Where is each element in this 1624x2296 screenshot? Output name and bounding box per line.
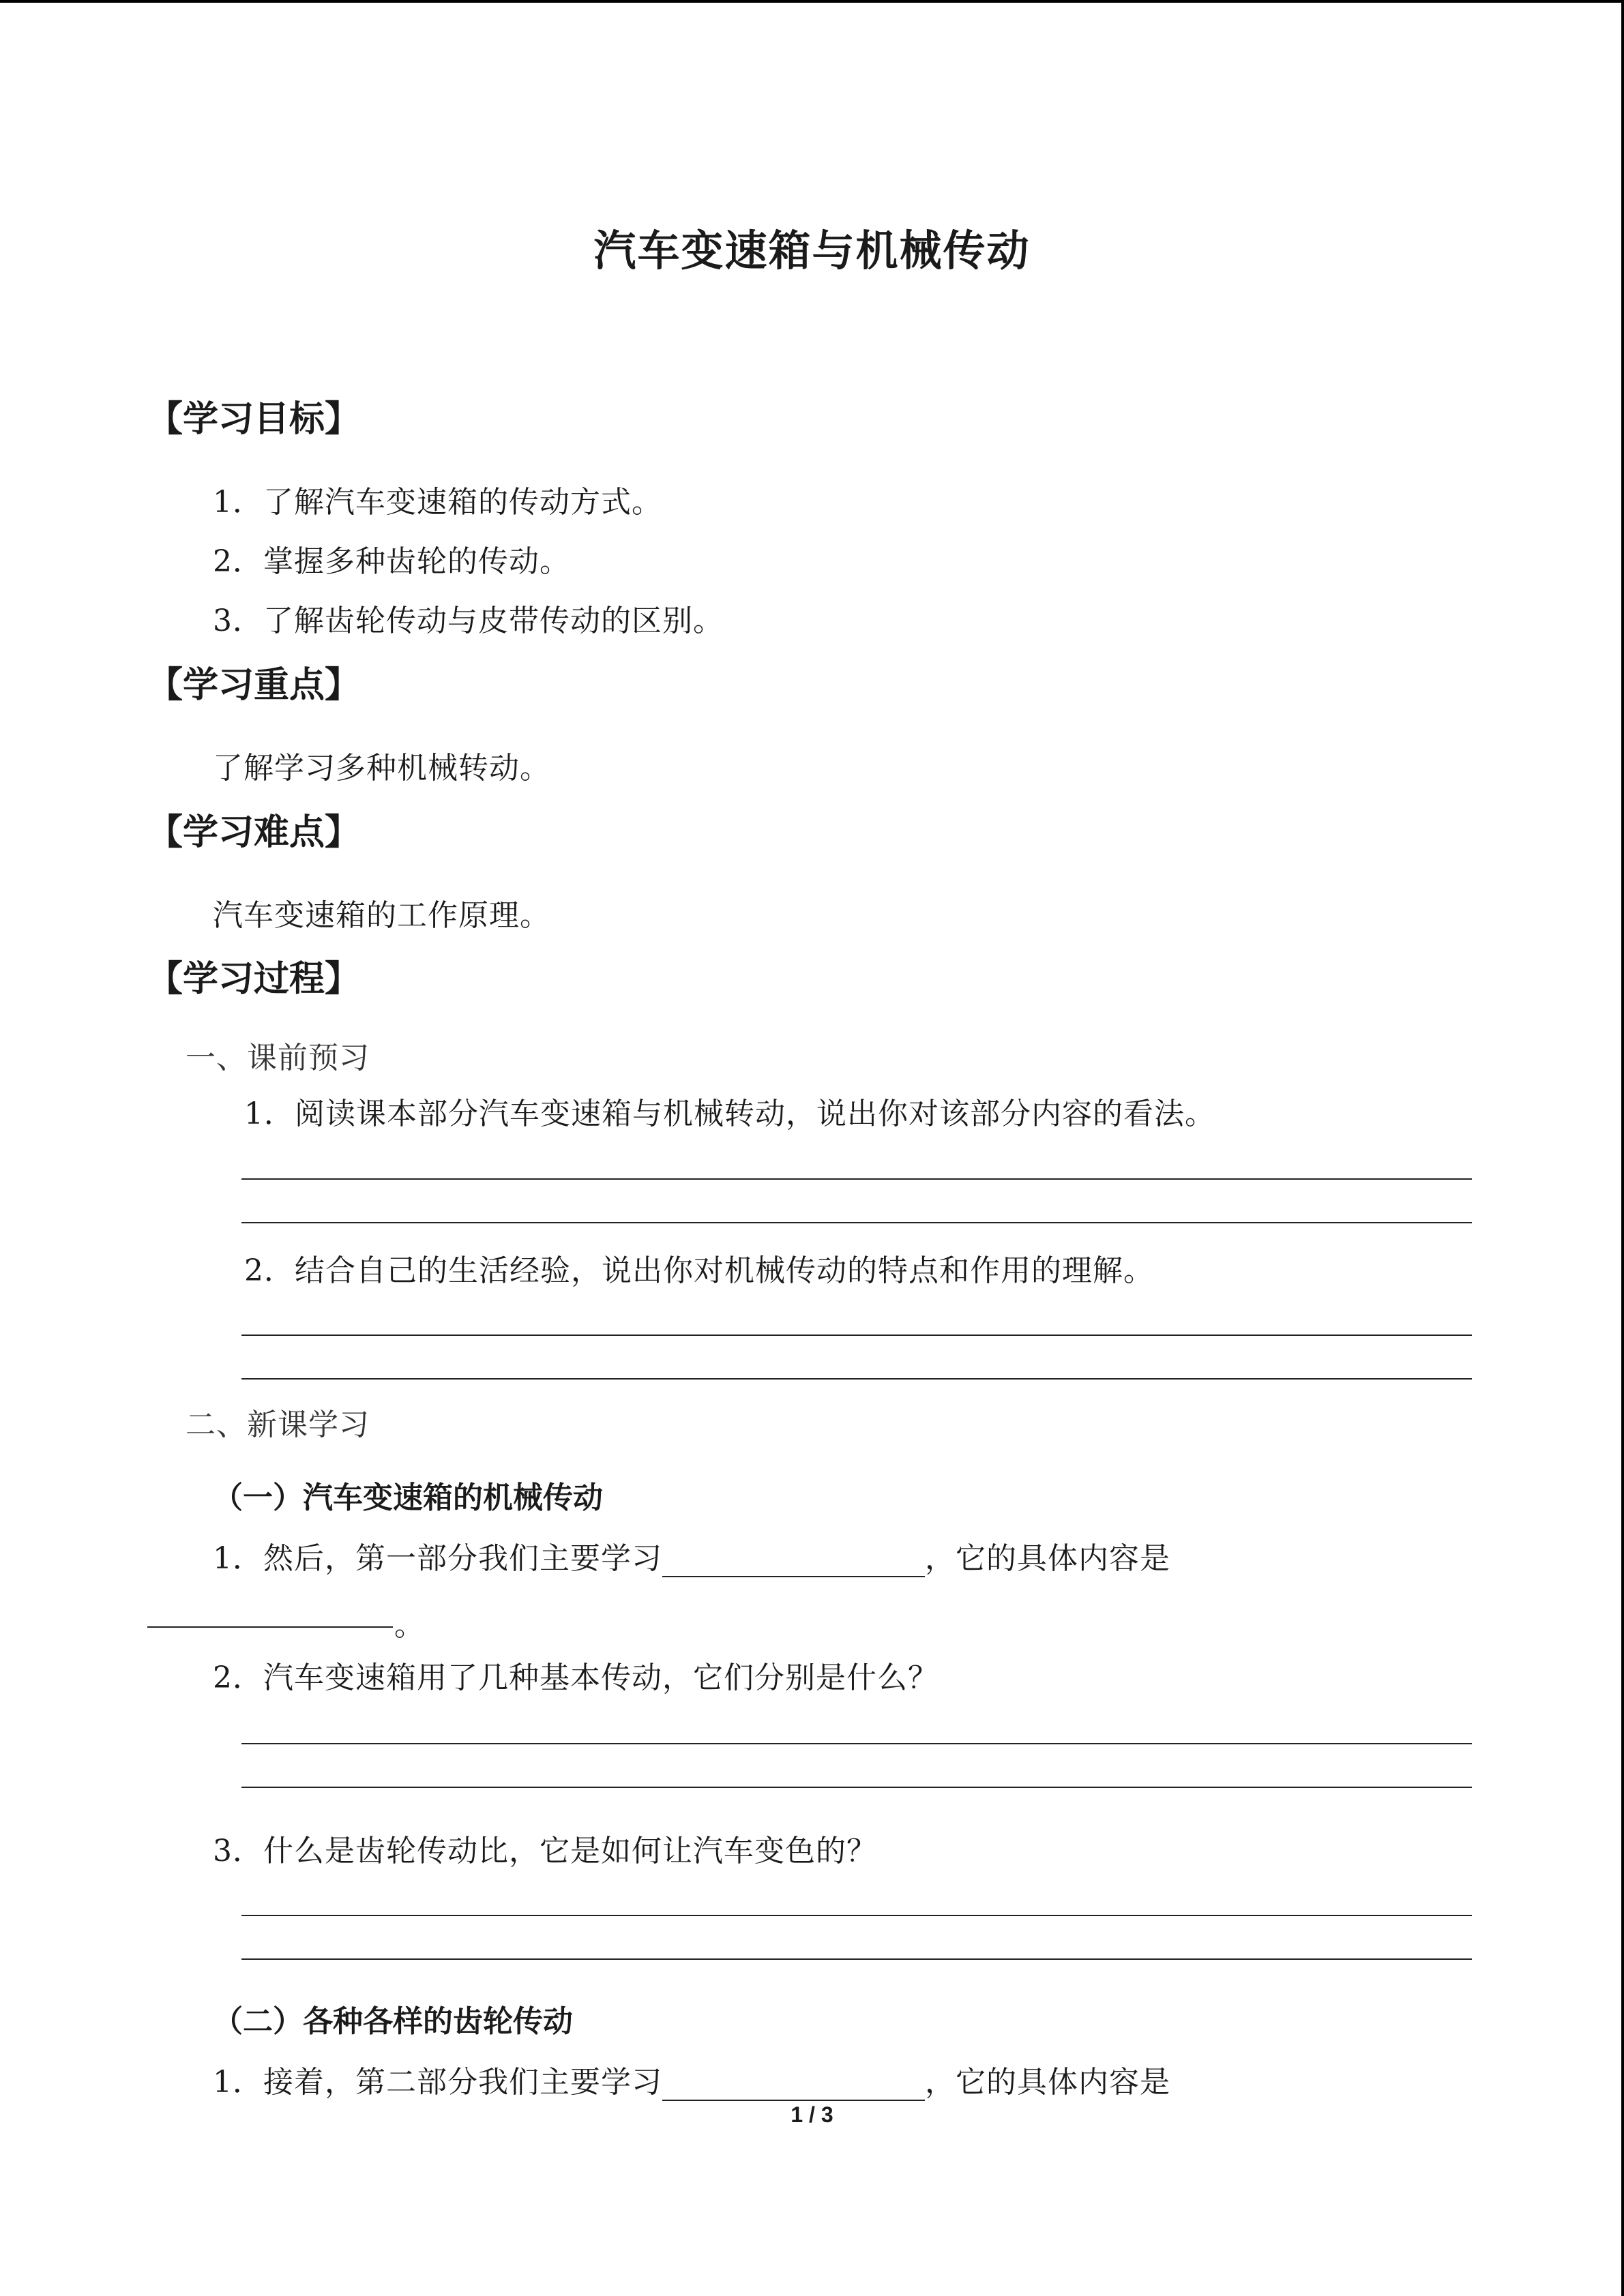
key-points-heading: 【学习重点】 [147, 665, 361, 706]
part1-question-2: 2．汽车变速箱用了几种基本传动，它们分别是什么？ [213, 1660, 939, 1695]
part2-question-1 [213, 2057, 1170, 2101]
preview-label: 一、课前预习 [186, 1041, 370, 1075]
part1-question-1 [213, 1534, 1170, 1577]
answer-line[interactable] [241, 1335, 1472, 1336]
answer-line[interactable] [241, 1743, 1472, 1744]
answer-line[interactable] [241, 1915, 1472, 1916]
question-text: ，它的具体内容是 [925, 2065, 1170, 2100]
period-mark: 。 [394, 1608, 425, 1643]
answer-line[interactable] [241, 1787, 1472, 1788]
part1-question-3: 3．什么是齿轮传动比，它是如何让汽车变色的？ [213, 1834, 877, 1868]
difficulties-text: 汽车变速箱的工作原理。 [213, 898, 550, 933]
question-text: ，它的具体内容是 [925, 1541, 1170, 1576]
fill-blank[interactable] [662, 1549, 925, 1577]
goals-heading: 【学习目标】 [147, 399, 361, 440]
answer-line[interactable] [241, 1378, 1472, 1380]
goal-item-2: 2．掌握多种齿轮的传动。 [213, 544, 570, 579]
preview-question-1: 1．阅读课本部分汽车变速箱与机械转动，说出你对该部分内容的看法。 [244, 1097, 1215, 1131]
part1-heading: （一）汽车变速箱的机械传动 [213, 1480, 603, 1515]
page-number: 1 / 3 [791, 2102, 833, 2127]
fill-blank[interactable] [662, 2072, 925, 2101]
new-lesson-label: 二、新课学习 [186, 1407, 370, 1442]
part2-heading: （二）各种各样的齿轮传动 [213, 2004, 573, 2039]
answer-line[interactable] [241, 1958, 1472, 1960]
key-points-text: 了解学习多种机械转动。 [213, 751, 550, 786]
answer-line[interactable] [241, 1222, 1472, 1223]
process-heading: 【学习过程】 [147, 959, 361, 1000]
right-border [1621, 0, 1624, 2296]
top-border [0, 0, 1624, 3]
fill-blank[interactable] [147, 1626, 393, 1628]
page-title: 汽车变速箱与机械传动 [593, 226, 1031, 275]
question-text: 1．然后，第一部分我们主要学习 [213, 1541, 662, 1576]
preview-question-2: 2．结合自己的生活经验，说出你对机械传动的特点和作用的理解。 [244, 1253, 1154, 1288]
question-text: 1．接着，第二部分我们主要学习 [213, 2065, 662, 2100]
answer-line[interactable] [241, 1178, 1472, 1180]
goal-item-3: 3．了解齿轮传动与皮带传动的区别。 [213, 603, 724, 638]
difficulties-heading: 【学习难点】 [147, 812, 361, 853]
goal-item-1: 1．了解汽车变速箱的传动方式。 [213, 485, 662, 520]
